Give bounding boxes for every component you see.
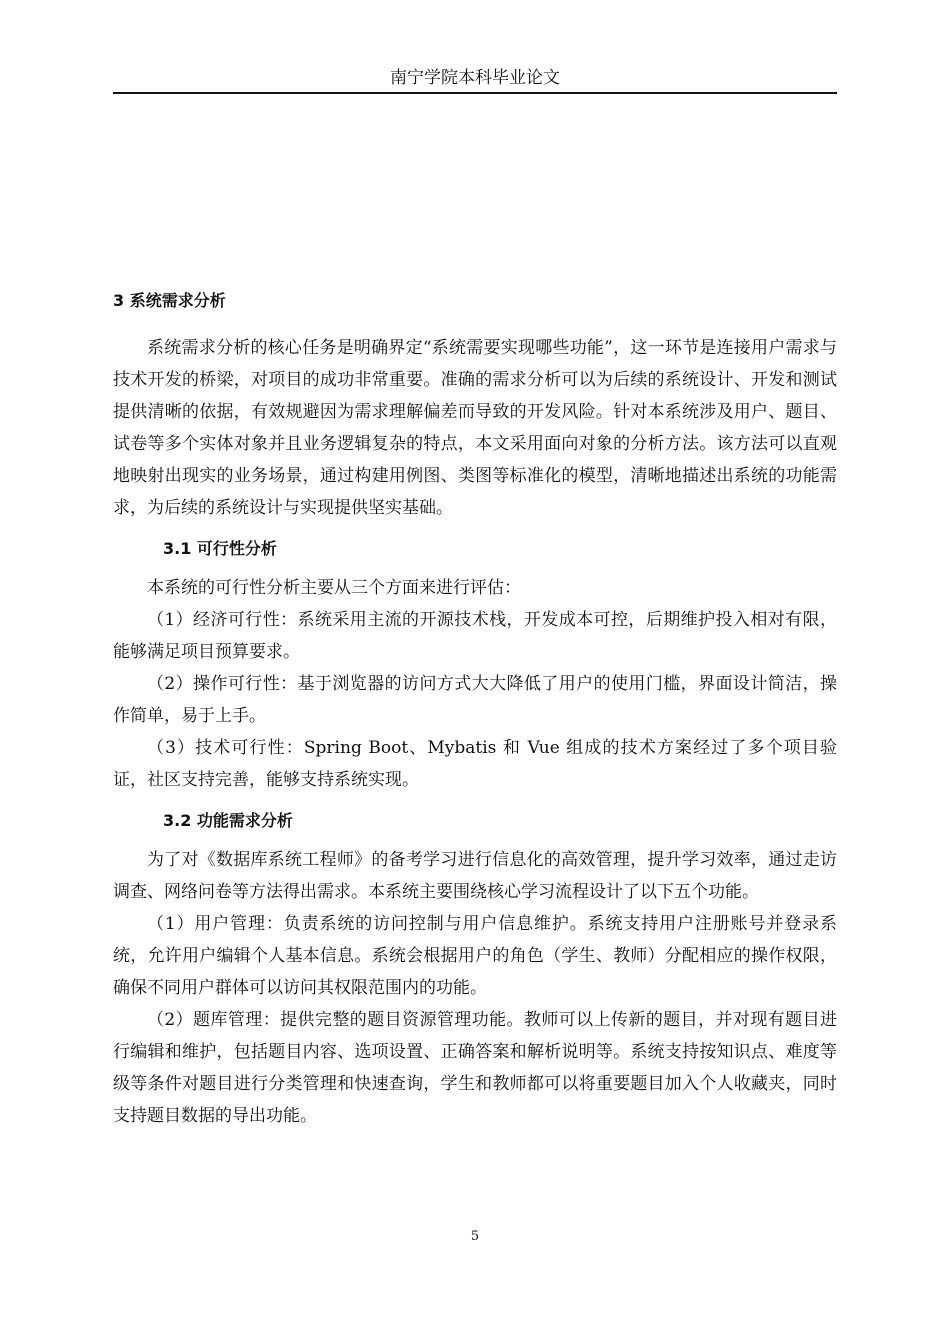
feasibility-item-operational: （2）操作可行性：基于浏览器的访问方式大大降低了用户的使用门槛，界面设计简洁，操作简单，易于上手。 (113, 674, 837, 726)
section-3-1-heading: 3.1 可行性分析 (163, 539, 277, 558)
function-item-user-management: （1）用户管理：负责系统的访问控制与用户信息维护。系统支持用户注册账号并登录系统，允许用户编辑个人基本信息。系统会根据用户的角色（学生、教师）分配相应的操作权限，确保不同用户群体可以访问其权限范围内的功能。 (113, 914, 837, 998)
section-3-heading: 3 系统需求分析 (113, 291, 226, 310)
section-3-2-lead-paragraph: 为了对《数据库系统工程师》的备考学习进行信息化的高效管理，提升学习效率，通过走访调查、网络问卷等方法得出需求。本系统主要围绕核心学习流程设计了以下五个功能。 (113, 850, 837, 902)
page-number: 5 (470, 1229, 480, 1244)
function-item-question-bank: （2）题库管理：提供完整的题目资源管理功能。教师可以上传新的题目，并对现有题目进行编辑和维护，包括题目内容、选项设置、正确答案和解析说明等。系统支持按知识点、难度等级等条件对题目进行分类管理和快速查询，学生和教师都可以将重要题目加入个人收藏夹，同时支持题目数据的导出功能。 (113, 1010, 837, 1126)
running-header: 南宁学院本科毕业论文 (390, 68, 560, 88)
feasibility-item-technical: （3）技术可行性：Spring Boot、Mybatis 和 Vue 组成的技术方案经过了多个项目验证，社区支持完善，能够支持系统实现。 (113, 738, 837, 790)
feasibility-item-economic: （1）经济可行性：系统采用主流的开源技术栈，开发成本可控，后期维护投入相对有限，能够满足项目预算要求。 (113, 610, 837, 662)
header-rule (113, 92, 837, 94)
section-3-intro-paragraph: 系统需求分析的核心任务是明确界定“系统需要实现哪些功能”，这一环节是连接用户需求与技术开发的桥梁，对项目的成功非常重要。准确的需求分析可以为后续的系统设计、开发和测试提供清晰的依据，有效规避因为需求理解偏差而导致的开发风险。针对本系统涉及用户、题目、试卷等多个实体对象并且业务逻辑复杂的特点，本文采用面向对象的分析方法。该方法可以直观地映射出现实的业务场景，通过构建用例图、类图等标准化的模型，清晰地描述出系统的功能需求，为后续的系统设计与实现提供坚实基础。 (113, 338, 837, 518)
page-body (113, 288, 837, 1132)
section-3-2-heading: 3.2 功能需求分析 (163, 811, 293, 830)
section-3-1-lead-paragraph: 本系统的可行性分析主要从三个方面来进行评估： (147, 578, 521, 598)
